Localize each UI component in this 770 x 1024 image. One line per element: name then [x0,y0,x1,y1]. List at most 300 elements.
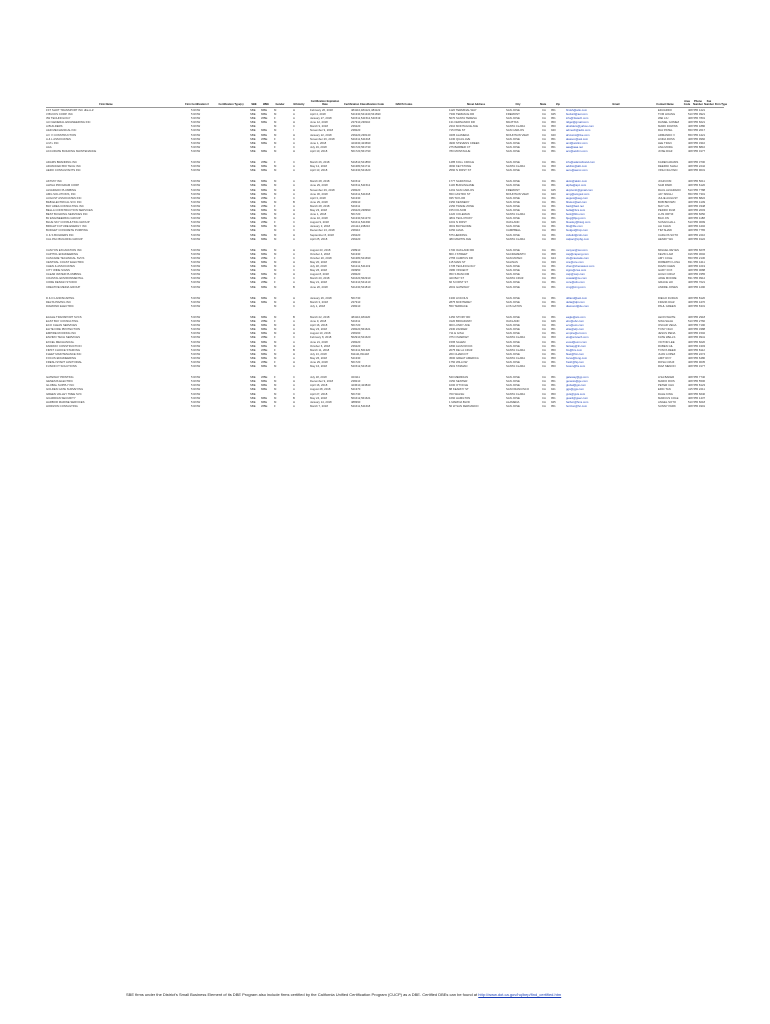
expiration-date: March 28, 2018 [310,203,330,208]
email-link[interactable]: cmg@cmg.com [566,284,586,289]
expiration-date: March 20, 2018 [310,276,330,281]
phone-number: 408 555 3177 [688,364,706,369]
cert-number: 5 ROW [191,132,201,137]
wbe-flag: MBE [261,112,268,117]
email-link[interactable]: bbelec@aol.com [566,199,587,204]
contact-name: HUGO CRUZ [658,272,675,277]
zip: 950 [551,347,556,352]
zip: 950 [551,124,556,129]
ethnicity: C [293,124,296,129]
gender: M [274,268,277,273]
gender: M [274,247,277,252]
zip: 951 [551,183,556,188]
phone-number: 408 555 3700 [688,160,706,165]
email-link[interactable]: cap@capeng.com [566,251,589,256]
zip: 950 [551,164,556,169]
ethnicity: H [293,299,296,304]
email-link[interactable]: gvts@gvts.com [566,391,586,396]
zip: 951 [551,160,556,165]
expiration-date: April 27, 2018 [310,391,328,396]
email-link[interactable]: bella@bcs.com [566,207,586,212]
gender: M [274,364,277,369]
ethnicity: H [293,272,296,277]
sbe-flag: SBE [250,339,256,344]
email-link[interactable]: ebc@ebc.com [566,319,584,324]
contact-name: MARCUS COLE [658,395,679,400]
expiration-date: December 9, 2018 [310,379,334,384]
wbe-flag: WBE [261,347,268,352]
email-link[interactable]: acc@accbm.com [566,148,588,153]
street-address: 3120 BROADWAY [449,319,473,324]
sbe-flag: SBE [250,168,256,173]
city: SAN JOSE [506,207,520,212]
expiration-date: April 4, 2018 [310,112,326,117]
email-link[interactable]: ets@envtech.com [566,335,589,340]
email-link[interactable]: fcs@fcs.com [566,347,583,352]
phone-number: 408 555 5506 [688,379,706,384]
city: MILPITAS [506,120,519,125]
zip: 951 [551,272,556,277]
sbe-flag: SBE [250,160,256,165]
firm-name: EMPIRE ROOFING INC [46,331,77,336]
email-link[interactable]: canyon@cei.com [566,247,588,252]
email-link[interactable]: ddland@aol.com [566,295,588,300]
phone-number: 650 555 2130 [688,255,706,260]
street-address: 711 E GISH [449,331,464,336]
wbe-flag: MBE [261,295,268,300]
zip: 951 [551,140,556,145]
state: CA [542,124,546,129]
cert-number: 5 ROW [191,207,201,212]
street-address: 3405 ALAMEDA [449,132,470,137]
email-link[interactable]: cwp@cwp.com [566,272,585,277]
phone-number: 510 555 0921 [688,112,706,117]
email-link[interactable]: baci@baci.net [566,203,584,208]
phone-number: 408 555 9941 [688,335,706,340]
sbe-flag: SBE [250,335,256,340]
naics-codes: 238220 [351,128,361,133]
firm-name: FRESH START JANITORIAL [46,359,83,364]
naics-codes: 561720 [351,359,361,364]
street-address: 7300 TERRACE DR [449,112,475,117]
phone-number: 408 555 4470 [688,299,706,304]
contact-name: SUSAN HALL [658,220,676,225]
email-link[interactable]: excel@exm.com [566,339,587,344]
wbe-flag: MBE [261,272,268,277]
phone-number: 408 555 4402 [688,224,706,229]
naics-codes: 561720,561790 [351,148,371,153]
ethnicity: A [293,280,295,285]
cert-number: 5 ROW [191,276,201,281]
city: SANTA CLARA [506,124,526,129]
gender: F [274,335,276,340]
gender: M [274,108,277,112]
header-contact: Contact Name [656,103,674,106]
state: CA [542,383,546,388]
city: SAN JOSE [506,136,520,141]
expiration-date: June 10, 2018 [310,216,328,221]
street-address: 1 MARINA BLVD [449,399,470,404]
expiration-date: June 21, 2018 [310,339,328,344]
email-link[interactable]: budget@bcp.com [566,228,588,233]
email-link[interactable]: elite@efp.com [566,327,584,332]
ethnicity: B [293,314,295,319]
cert-number: 5 ROW [191,255,201,260]
naics-codes: 541611,541618 [351,136,371,141]
naics-codes: 811111,811118 [351,351,369,356]
email-link[interactable]: focus@feng.com [566,355,588,360]
email-link[interactable]: core@cds.com [566,280,585,285]
expiration-date: April 10, 2018 [310,148,328,153]
email-link[interactable]: aero@aeroc.com [566,168,588,173]
contact-name: WEI LIU [658,116,669,121]
group-spacer [46,289,724,296]
expiration-date: August 8, 2018 [310,272,329,277]
expiration-date: April 13, 2018 [310,168,328,173]
email-link[interactable]: 4dgei@gmail.com [566,120,589,125]
wbe-flag: WBE [261,359,268,364]
phone-number: 831 555 9912 [688,276,706,281]
contact-name: TONYA REED [658,347,676,352]
cert-number: 5 ROW [191,355,201,360]
street-address: 5070 SANTA TERESA [449,116,477,121]
email-link[interactable]: amg@amgsol.com [566,191,590,196]
city: SAN JOSE [506,224,520,229]
firm-name: CENTRAL COAST ELECTRIC [46,260,84,264]
gender: M [274,299,277,304]
email-link[interactable]: gateway@gp.com [566,375,589,380]
sbe-flag: SBE [250,276,256,281]
gender: F [274,375,276,380]
sbe-flag: SBE [250,299,256,304]
expiration-date: May 24, 2018 [310,395,327,400]
expiration-date: May 23, 2018 [310,207,327,212]
zip: 939 [551,260,556,264]
zip: 951 [551,199,556,204]
zip: 951 [551,148,556,153]
wbe-flag: MBE [261,323,268,328]
sbe-flag: SBE [250,364,256,369]
cert-number: 5 ROW [191,387,201,392]
state: CA [542,212,546,217]
email-link[interactable]: fleet@fmi.com [566,351,584,356]
gender: F [274,160,276,165]
email-link[interactable]: guard@gsec.com [566,395,588,400]
sbe-flag: SBE [250,327,256,332]
expiration-date: March 22, 2018 [310,314,330,319]
phone-number: 408 555 4901 [688,403,706,408]
firm-name: C & S BUILDERS INC [46,232,74,237]
ethnicity: H [293,132,296,137]
email-link[interactable]: horizon@hc.com [566,403,588,408]
street-address: 1777 SARATOGA [449,179,472,184]
sbe-flag: SBE [250,395,256,400]
phone-number: 408 555 9031 [688,168,706,173]
naics-codes: 238220 [351,339,361,344]
wbe-flag: WBE [261,203,268,208]
sbe-flag: SBE [250,295,256,300]
email-link[interactable]: advbio@abt.com [566,164,588,169]
wbe-flag: MBE [261,207,268,212]
email-link[interactable]: cce@cce.com [566,260,584,264]
ethnicity: A [293,319,295,324]
cert-number: 5 ROW [191,272,201,277]
email-link[interactable]: fresh@fsj.com [566,359,584,364]
email-link[interactable]: signs@cws.com [566,268,587,273]
city: SANTA CLARA [506,347,526,352]
email-link[interactable]: bucks3@aol.com [566,112,588,117]
naics-codes: 541511,541512 [351,183,371,188]
phone-number: 408 555 2274 [688,351,706,356]
firm-name: AKTM P INC [46,179,62,184]
email-link[interactable]: firstsh@arlo.com [566,108,588,112]
street-address: 700 WALSH [449,391,465,396]
email-link[interactable]: info@adamsbrand.com [566,160,595,165]
street-address: 2150 TRADE ZONE [449,203,474,208]
expiration-date: June 29, 2018 [310,183,328,188]
email-link[interactable]: august@aug.com [566,195,588,200]
email-link[interactable]: fusion@fis.com [566,364,586,369]
firm-name: AERO CONSULTANTS INC [46,168,81,173]
firm-name: ADAMS BRANDING INC [46,160,78,165]
gender: M [274,191,277,196]
city: SAN JOSE [506,160,520,165]
ethnicity: H [293,247,296,252]
city: SAN JOSE [506,299,520,304]
phone-number: 408 555 4109 [688,199,706,204]
sbe-flag: SBE [250,148,256,153]
cert-number: 5 ROW [191,112,201,117]
email-link[interactable]: info@3wtech.com [566,116,589,121]
city: SAN JOSE [506,179,520,184]
certified-dbe-link[interactable]: http://www.dot.ca.gov/hq/bep/find_certified.htm [478,992,562,997]
contact-name: DAVID CHEN [658,264,676,269]
zip: 951 [551,295,556,300]
state: CA [542,355,546,360]
gender: F [274,195,276,200]
firm-name: EXCEL MECHANICAL [46,339,75,344]
sbe-flag: SBE [250,120,256,125]
email-link[interactable]: genesis@ge.com [566,379,588,384]
firm-name: ELITE FIRE PROTECTION [46,327,81,332]
email-link[interactable]: cts@cascade.com [566,255,589,260]
email-link[interactable]: coastal@ce.com [566,276,587,281]
wbe-flag: MBE [261,108,268,112]
city: OAKLAND [506,319,520,324]
city: SAN JOSE [506,351,520,356]
contact-name: DEEPAK SHAH [658,164,678,169]
ethnicity: A [293,112,295,117]
expiration-date: May 23, 2018 [310,327,327,332]
group-spacer [46,308,724,315]
email-link[interactable]: aaa@aaa.net [566,144,583,149]
state: CA [542,327,546,332]
state: CA [542,375,546,380]
wbe-flag: WBE [261,195,268,200]
wbe-flag: MBE [261,383,268,388]
email-link[interactable]: chen@chenassoc.com [566,264,595,269]
sbe-flag: SBE [250,391,256,396]
email-link[interactable]: ggs@ggs.com [566,387,584,392]
email-link[interactable]: best@bbs.com [566,212,585,217]
cert-number: 5 ROW [191,199,201,204]
firm-name: A&D MECHANICAL INC [46,128,77,133]
state: CA [542,319,546,324]
state: CA [542,255,546,260]
ethnicity: H [293,212,296,217]
firm-name: ACCURATE BUILDING MAINTENANCE [46,148,97,153]
email-link[interactable]: fairway@fc.com [566,343,586,348]
table-row [46,404,724,408]
city: SAN JOSE [506,268,520,273]
state: CA [542,136,546,141]
cert-number: 5 ROW [191,187,201,192]
ethnicity: H [293,108,296,112]
sbe-flag: SBE [250,347,256,352]
sbe-flag: SBE [250,355,256,360]
email-link[interactable]: aktm@aktm.com [566,179,588,184]
wbe-flag: WBE [261,335,268,340]
email-link[interactable]: afvconst@live.com [566,132,590,137]
gender: M [274,168,277,173]
gender: M [274,251,277,256]
expiration-date: June 20, 2018 [310,284,328,289]
sbe-flag: SBE [250,319,256,324]
street-address: 1450 STORY RD [449,314,471,319]
city: SAN JOSE [506,199,520,204]
phone-number: 408 555 9122 [688,236,706,241]
firm-name: A F V CONSTRUCTION [46,132,77,137]
naics-codes: 238220,561621 [351,327,371,332]
naics-codes: 488390 [351,399,361,404]
email-link[interactable]: bluesky@bscg.com [566,220,591,225]
firm-name: D & D LANDSCAPING [46,295,75,300]
gender: M [274,207,277,212]
wbe-flag: MBE [261,168,268,173]
email-link[interactable]: alvplumb@gmail.com [566,187,593,192]
naics-codes: 221114,238210 [351,224,371,229]
cert-number: 5 ROW [191,284,201,289]
street-address: 2075 DE LA CRUZ [449,347,473,352]
email-link[interactable]: abuilders@yahoo.com [566,124,594,129]
footer-text: SBE firms under the District's Small Business Element of its DBE Program also include firms certified by the California Unified Certification Program (CUCP) as a DBE. Certified DBEs can be found at [126,992,478,997]
state: CA [542,220,546,225]
phone-number: 650 555 7301 [688,191,706,196]
contact-name: MAY LIN [658,203,669,208]
sbe-flag: SBE [250,212,256,217]
email-link[interactable]: empire@eri.com [566,331,587,336]
expiration-date: March 11, 2018 [310,347,330,352]
ethnicity: H [293,343,296,348]
wbe-flag: WBE [261,403,268,408]
contact-name: AMY COLE [658,255,673,260]
naics-codes: 541611,541618 [351,191,371,196]
wbe-flag: WBE [261,280,268,285]
street-address: 1291 SAN CARLOS [449,187,475,192]
ethnicity: B [293,395,295,400]
zip: 950 [551,236,556,241]
naics-codes: 541511,541512,541519 [351,116,381,121]
state: CA [542,228,546,233]
email-link[interactable]: alassoc@aol.com [566,136,589,141]
contact-name: EDUARDO [658,108,672,112]
firm-name: CREATIVE MEDIA GROUP [46,284,81,289]
ethnicity: B [293,284,295,289]
contact-name: JOHN KIM [658,179,672,184]
state: CA [542,335,546,340]
email-link[interactable]: eco@ecs.com [566,323,584,328]
naics-codes: 236220 [351,343,361,348]
contact-name: GARY FOX [658,268,673,273]
contact-name: TOM HOANG [658,112,676,117]
ethnicity: A [293,387,295,392]
sbe-flag: SBE [250,183,256,188]
cert-number: 5 ROW [191,299,201,304]
state: CA [542,264,546,269]
email-link[interactable]: admech@adm.com [566,128,591,133]
naics-codes: 561730 [351,295,361,300]
cert-number: 5 ROW [191,232,201,237]
wbe-flag: MBE [261,339,268,344]
city: SAN CARLOS [506,128,525,133]
street-address: 4500 GREAT AMERICA [449,355,479,360]
group-spacer [46,241,724,248]
state: CA [542,112,546,117]
contact-name: RAJ PATEL [658,128,673,133]
zip: 951 [551,284,556,289]
email-link[interactable]: bfe@bfe.com [566,224,583,229]
naics-codes: 561311,561320 [351,347,371,352]
wbe-flag: MBE [261,236,268,241]
email-link[interactable]: aml@amlinc.com [566,140,588,145]
naics-codes: 423610,423840 [351,383,371,388]
group-spacer [46,153,724,160]
state: CA [542,191,546,196]
email-link[interactable]: diamond@de.com [566,303,589,308]
naics-codes: 339950 [351,268,361,273]
sbe-flag: SBE [250,264,256,269]
expiration-date: February 26, 2018 [310,108,333,112]
email-link[interactable]: global@gsi.com [566,383,586,388]
sbe-flag: SBE [250,351,256,356]
header-expiration: Certification Expiration Date [310,100,340,106]
firm-name: GREEN VALLEY TREE SVC [46,391,82,396]
email-link[interactable]: calpac@cpbg.com [566,236,590,241]
state: CA [542,128,546,133]
email-link[interactable]: delta@dpi.com [566,299,585,304]
zip: 950 [551,391,556,396]
email-link[interactable]: eagle@ets.com [566,314,586,319]
naics-codes: 561612,561621 [351,395,371,400]
email-link[interactable]: bjeg@bjeg.com [566,216,586,221]
ethnicity: A [293,327,295,332]
email-link[interactable]: csbuild@csb.com [566,232,588,237]
naics-codes: 541310,541410 [351,280,371,285]
sbe-flag: SBE [250,108,256,112]
phone-number: 408 555 6650 [688,212,706,217]
street-address: 1750 WILLOW [449,359,468,364]
phone-number: 408 555 8123 [688,383,706,388]
street-address: 1735 TECHNOLOGY [449,264,476,269]
cert-number: 5 ROW [191,160,201,165]
city: SAN JOSE [506,280,520,285]
email-link[interactable]: harbor@hms.com [566,399,589,404]
zip: 951 [551,327,556,332]
email-link[interactable]: alpha@apc.com [566,183,587,188]
cert-number: 5 ROW [191,375,201,380]
city: SAN JOSE [506,116,520,121]
state: CA [542,164,546,169]
